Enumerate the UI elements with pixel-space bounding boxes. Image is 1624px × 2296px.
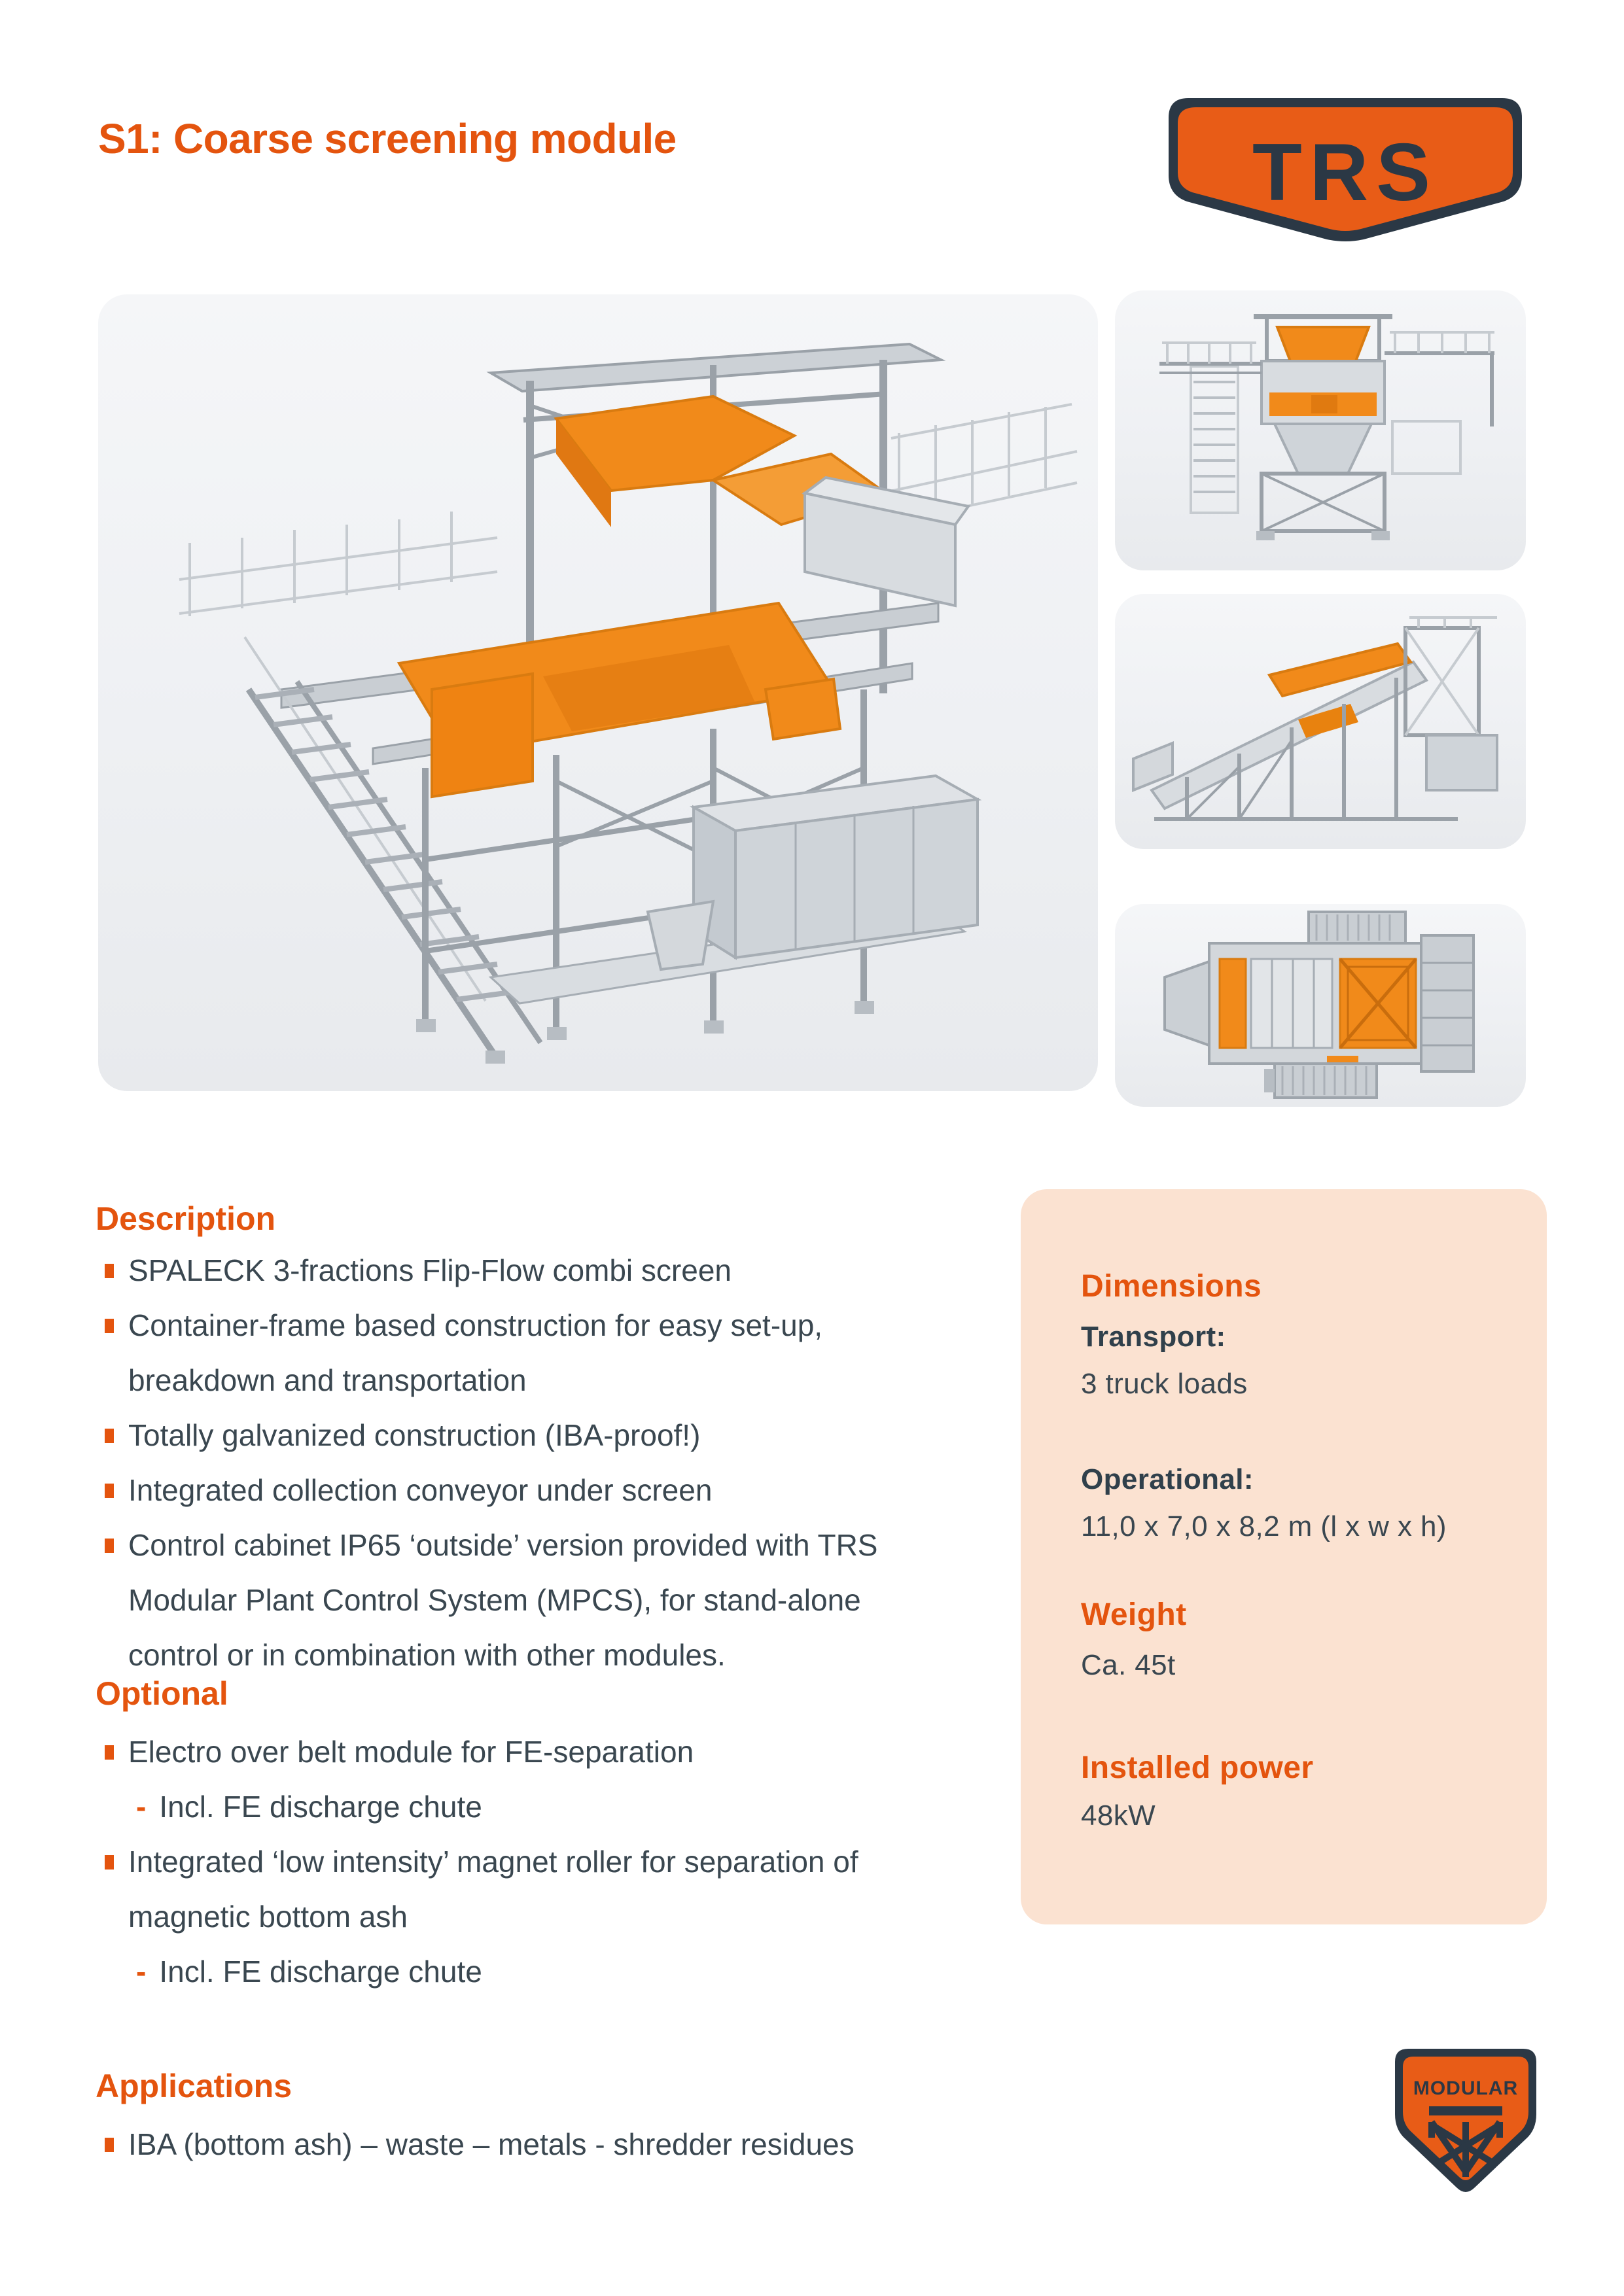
list-item xyxy=(105,2117,916,2172)
list-item-text: Container-frame based construction for easy set-up, breakdown and transportation xyxy=(128,1308,823,1397)
bullet-square-icon xyxy=(105,2138,114,2152)
list-item-text: SPALECK 3-fractions Flip-Flow combi screen xyxy=(128,1253,732,1287)
machine-top-view-illustration xyxy=(1115,904,1526,1107)
operational-label: Operational: xyxy=(1081,1463,1254,1495)
bullet-square-icon xyxy=(105,1319,114,1333)
list-item-text: Totally galvanized construction (IBA-proof!) xyxy=(128,1418,701,1452)
trs-badge-icon xyxy=(1165,94,1526,246)
list-item xyxy=(105,1463,916,1518)
specs-panel xyxy=(1021,1189,1547,1924)
machine-front-view-illustration xyxy=(1115,290,1526,570)
sub-item-dash: - xyxy=(136,1790,147,1824)
sub-list-item xyxy=(105,1944,916,1999)
left-platform-railing xyxy=(179,512,497,616)
list-item xyxy=(105,1408,916,1463)
collection-container xyxy=(648,776,978,969)
list-item-text: Control cabinet IP65 ‘outside’ version provided with TRS Modular Plant Control System (MPCS), for stand-alone control or in combination with other modules. xyxy=(128,1528,878,1672)
weight-heading: Weight xyxy=(1081,1597,1187,1633)
top-view-image-panel xyxy=(1115,904,1526,1107)
sub-item-text: Incl. FE discharge chute xyxy=(159,1955,482,1989)
trs-logo-text: TRS xyxy=(1252,128,1438,218)
list-item xyxy=(105,1518,916,1682)
applications-heading: Applications xyxy=(96,2068,292,2105)
optional-heading: Optional xyxy=(96,1676,228,1713)
side-view-image-panel xyxy=(1115,594,1526,849)
bullet-square-icon xyxy=(105,1539,114,1553)
sub-item-dash: - xyxy=(136,1955,147,1989)
list-item-text: Electro over belt module for FE-separation xyxy=(128,1735,694,1769)
bullet-square-icon xyxy=(105,1484,114,1498)
sub-list-item xyxy=(105,1779,916,1834)
list-item-text: IBA (bottom ash) – waste – metals - shredder residues xyxy=(128,2127,855,2161)
power-heading: Installed power xyxy=(1081,1750,1314,1785)
machine-side-view-illustration xyxy=(1115,594,1526,849)
bullet-square-icon xyxy=(105,1264,114,1278)
modular-logo-text: MODULAR xyxy=(1413,2078,1519,2099)
main-machine-image-panel xyxy=(98,294,1098,1091)
machine-feet xyxy=(416,1001,874,1064)
operational-value: 11,0 x 7,0 x 8,2 m (l x w x h) xyxy=(1081,1509,1447,1542)
bullet-square-icon xyxy=(105,1855,114,1870)
front-view-image-panel xyxy=(1115,290,1526,570)
list-item xyxy=(105,1243,916,1298)
page-title: S1: Coarse screening module xyxy=(98,115,677,162)
dimensions-heading: Dimensions xyxy=(1081,1269,1262,1304)
list-item xyxy=(105,1834,916,1944)
list-item xyxy=(105,1724,916,1779)
list-item-text: Integrated collection conveyor under screen xyxy=(128,1473,713,1507)
flip-flow-screen-machine xyxy=(399,603,840,797)
modular-logo-badge xyxy=(1392,2046,1539,2199)
bullet-square-icon xyxy=(105,1429,114,1443)
applications-list xyxy=(105,2117,916,2172)
optional-list xyxy=(105,1724,916,1999)
bullet-square-icon xyxy=(105,1745,114,1760)
list-item-text: Integrated ‘low intensity’ magnet roller for separation of magnetic bottom ash xyxy=(128,1845,858,1934)
power-value: 48kW xyxy=(1081,1798,1156,1831)
screen-feed-box xyxy=(805,478,968,606)
transport-label: Transport: xyxy=(1081,1320,1226,1353)
description-list xyxy=(105,1243,916,1682)
transport-value: 3 truck loads xyxy=(1081,1366,1248,1399)
description-heading: Description xyxy=(96,1201,276,1238)
weight-value: Ca. 45t xyxy=(1081,1648,1176,1681)
sub-item-text: Incl. FE discharge chute xyxy=(159,1790,482,1824)
trs-logo-badge xyxy=(1165,94,1526,246)
list-item xyxy=(105,1298,916,1408)
modular-badge-icon xyxy=(1392,2046,1539,2199)
machine-isometric-illustration xyxy=(98,294,1098,1091)
